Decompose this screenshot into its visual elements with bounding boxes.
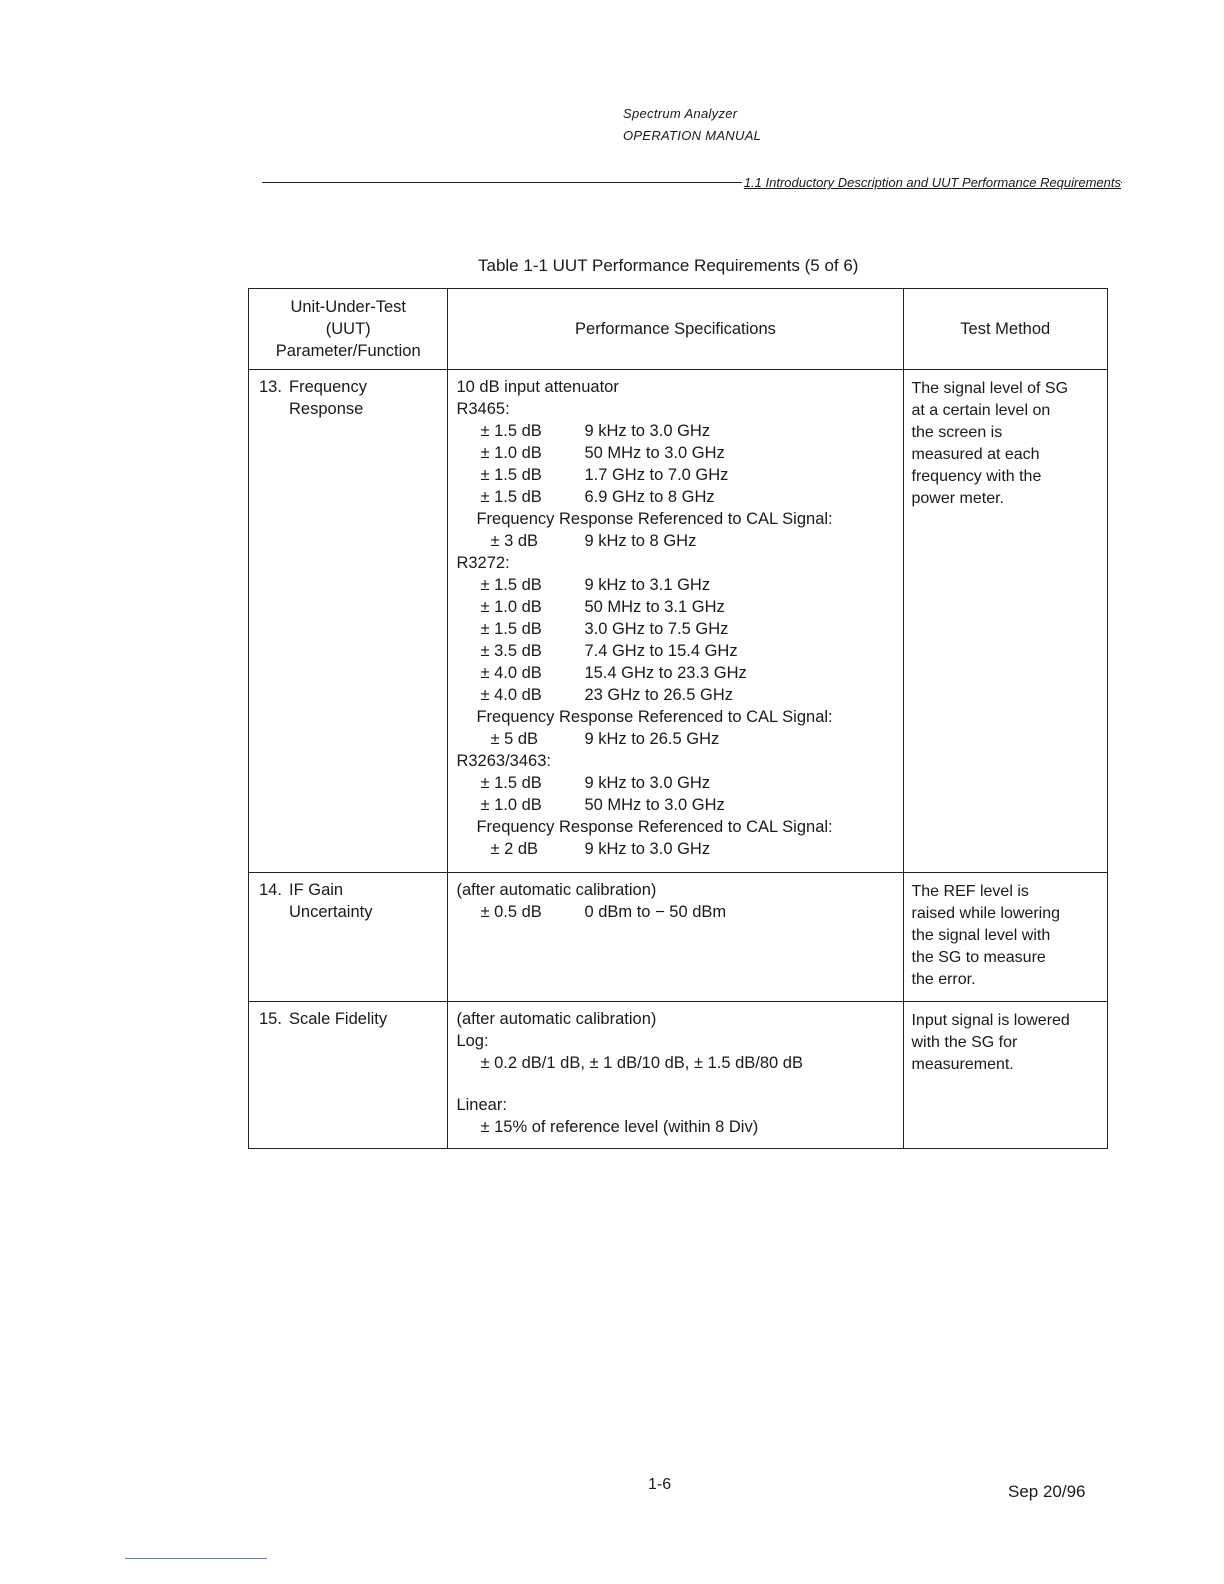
header-uut: Unit-Under-Test (UUT) Parameter/Function <box>249 289 448 370</box>
table-caption: Table 1-1 UUT Performance Requirements (5 of 6) <box>478 256 859 275</box>
method-cell: The signal level of SG at a certain level on the screen is measured at each frequency with the power meter. <box>903 370 1108 873</box>
header-method: Test Method <box>903 289 1108 370</box>
model-label: R3465: <box>456 400 510 418</box>
revision-date: Sep 20/96 <box>1008 1482 1086 1501</box>
uut-cell: 13. Frequency Response <box>249 370 448 873</box>
model-label: R3263/3463: <box>456 752 551 770</box>
uut-cell: 15. Scale Fidelity <box>249 1002 448 1149</box>
spec-cell: (after automatic calibration) ± 0.5 dB 0 dBm to − 50 dBm <box>448 873 903 1002</box>
table-row <box>249 370 1108 873</box>
method-cell: The REF level is raised while lowering the signal level with the SG to measure the error. <box>903 873 1108 1002</box>
requirements-table <box>248 288 1108 1149</box>
bottom-rule <box>125 1558 267 1559</box>
table-row <box>249 1002 1108 1149</box>
header-title: Spectrum Analyzer <box>623 106 738 121</box>
method-cell: Input signal is lowered with the SG for measurement. <box>903 1002 1108 1149</box>
header-section: 1.1 Introductory Description and UUT Performance Requirements <box>743 175 1121 190</box>
header-manual: OPERATION MANUAL <box>623 128 762 143</box>
header-spec: Performance Specifications <box>448 289 903 370</box>
page-number: 1-6 <box>648 1476 672 1493</box>
table-row <box>249 873 1108 1002</box>
model-label: R3272: <box>456 554 510 572</box>
spec-cell: 10 dB input attenuator R3465: ± 1.5 dB 9 kHz to 3.0 GHz ± 1.0 dB 50 MHz to 3.0 GHz ± 1.5 dB 1.7 GHz to 7.0 GHz ± 1.5 dB 6.9 GHz to 8 GHz Frequency Response Referenced to CAL Signal: ± 3 dB 9 kHz to 8 GHz R3272: ± 1.5 dB 9 kHz to 3.1 GHz ± 1.0 dB 50 MHz to 3.1 GHz ± 1.5 dB 3.0 GHz to 7.5 GHz ± 3.5 dB 7.4 GHz to 15.4 GHz ± 4.0 dB 15.4 GHz to 23.3 GHz ± 4.0 dB 23 GHz to 26.5 GHz Frequency Response Referenced to CAL Signal: ± 5 dB 9 kHz to 26.5 GHz R3263/3463: ± 1.5 dB 9 kHz to 3.0 GHz ± 1.0 dB 50 MHz to 3.0 GHz Frequency Response Referenced to CAL Signal: ± 2 dB 9 kHz to 3.0 GHz <box>448 370 903 873</box>
spec-cell: (after automatic calibration) Log: ± 0.2 dB/1 dB, ± 1 dB/10 dB, ± 1.5 dB/80 dB Linear: ± 15% of reference level (within 8 Div) <box>448 1002 903 1149</box>
table-header-row <box>249 289 1108 370</box>
uut-cell: 14. IF Gain Uncertainty <box>249 873 448 1002</box>
